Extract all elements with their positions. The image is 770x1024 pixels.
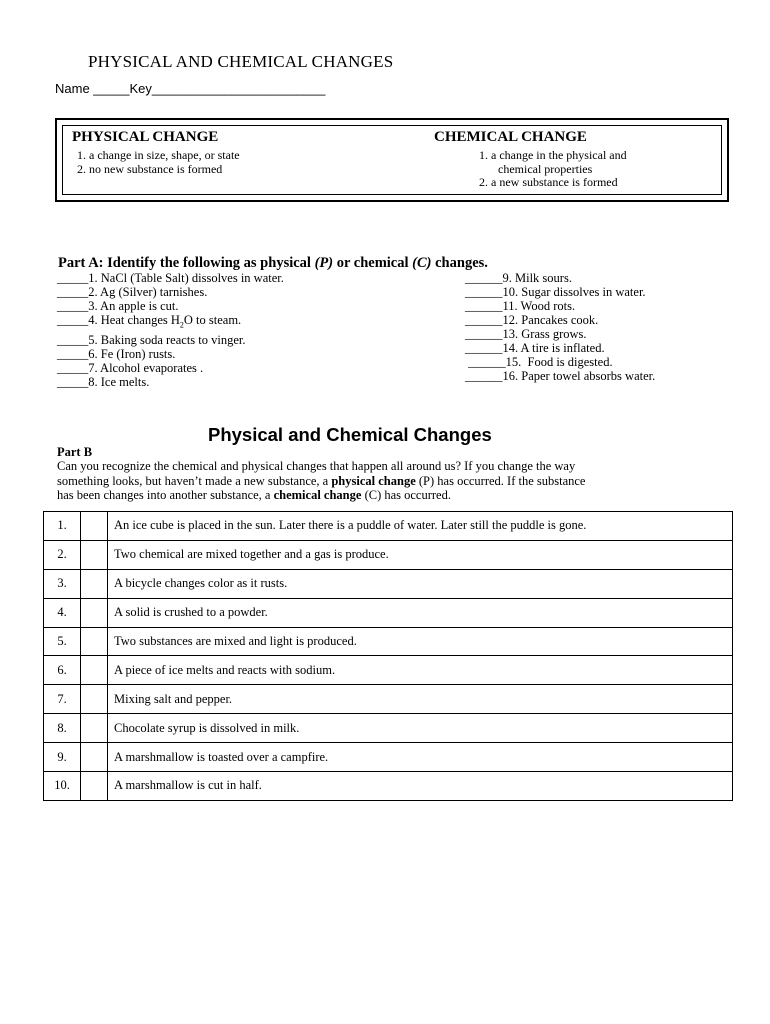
answer-cell[interactable]	[81, 569, 108, 598]
definitions-box	[55, 118, 729, 202]
chemical-change-list	[479, 149, 627, 190]
part-b-table	[43, 511, 733, 801]
chemical-change-item-continued: chemical properties	[498, 161, 593, 176]
chemical-change-item: 2. a new substance is formed	[479, 175, 618, 189]
answer-cell[interactable]	[81, 714, 108, 743]
part-b-label: Part B	[57, 445, 93, 459]
part-a-item[interactable]: _____4. Heat changes $H_2O$ to steam.	[57, 313, 242, 330]
row-statement: Mixing salt and pepper.	[108, 685, 733, 714]
row-number: 3.	[44, 569, 81, 598]
part-a-left-column	[57, 271, 284, 389]
table-row	[44, 540, 733, 569]
physical-change-item: 1. a change in size, shape, or state	[77, 148, 240, 162]
table-row	[44, 685, 733, 714]
chemical-change-item: 1. a change in the physical and	[479, 148, 627, 162]
table-row	[44, 627, 733, 656]
row-number: 9.	[44, 743, 81, 772]
part-a-item[interactable]: ______12. Pancakes cook.	[465, 313, 599, 327]
part-a-item[interactable]: ______16. Paper towel absorbs water.	[465, 369, 656, 383]
row-number: 4.	[44, 598, 81, 627]
row-number: 7.	[44, 685, 81, 714]
table-row	[44, 772, 733, 801]
row-statement: A marshmallow is cut in half.	[108, 772, 733, 801]
page-title: PHYSICAL AND CHEMICAL CHANGES	[88, 52, 394, 71]
answer-cell[interactable]	[81, 685, 108, 714]
part-a-item[interactable]: _____8. Ice melts.	[57, 374, 150, 389]
answer-cell[interactable]	[81, 772, 108, 801]
answer-cell[interactable]	[81, 743, 108, 772]
row-statement: Two substances are mixed and light is produced.	[108, 627, 733, 656]
row-statement: Chocolate syrup is dissolved in milk.	[108, 714, 733, 743]
definitions-box-inner	[62, 125, 722, 195]
part-a-item[interactable]: _____3. An apple is cut.	[57, 299, 179, 313]
table-row	[44, 656, 733, 685]
part-a-item[interactable]: _____5. Baking soda reacts to vinger.	[57, 332, 246, 347]
part-b-title: Physical and Chemical Changes	[208, 424, 492, 445]
table-row	[44, 743, 733, 772]
table-row	[44, 714, 733, 743]
part-a-item[interactable]: _____1. NaCl (Table Salt) dissolves in water.	[57, 271, 284, 285]
part-a-item[interactable]: ______15. Food is digested.	[465, 355, 613, 369]
row-statement: An ice cube is placed in the sun. Later there is a puddle of water. Later still the puddle is gone.	[108, 512, 733, 541]
part-a-item[interactable]: ______14. A tire is inflated.	[465, 341, 605, 355]
part-a-item[interactable]: ______10. Sugar dissolves in water.	[465, 285, 646, 299]
answer-cell[interactable]	[81, 627, 108, 656]
chemical-change-heading: CHEMICAL CHANGE	[434, 129, 587, 145]
answer-cell[interactable]	[81, 512, 108, 541]
row-number: 2.	[44, 540, 81, 569]
row-number: 1.	[44, 512, 81, 541]
part-b-intro-line: Can you recognize the chemical and physical changes that happen all around us? If you change the way	[57, 459, 576, 473]
part-a-item[interactable]: _____7. Alcohol evaporates .	[57, 360, 204, 375]
part-a-heading: Part A: Identify the following as physical (P) or chemical (C) changes.	[58, 255, 488, 271]
physical-change-heading: PHYSICAL CHANGE	[72, 129, 219, 145]
row-statement: A bicycle changes color as it rusts.	[108, 569, 733, 598]
answer-cell[interactable]	[81, 540, 108, 569]
physical-change-item: 2. no new substance is formed	[77, 161, 223, 176]
part-b-intro	[57, 459, 737, 503]
table-row	[44, 569, 733, 598]
part-a-item[interactable]: _____6. Fe (Iron) rusts.	[57, 346, 176, 361]
part-b-intro-line: has been changes into another substance, a chemical change (C) has occurred.	[57, 488, 451, 502]
part-a-item[interactable]: _____2. Ag (Silver) tarnishes.	[57, 285, 208, 299]
part-b-intro-line: something looks, but haven’t made a new substance, a physical change (P) has occurred. If the substance	[57, 473, 586, 488]
part-a-item[interactable]: ______13. Grass grows.	[465, 327, 587, 341]
row-statement: A solid is crushed to a powder.	[108, 598, 733, 627]
table-row	[44, 512, 733, 541]
name-field[interactable]: Name _____Key________________________	[55, 81, 326, 96]
physical-change-list	[77, 149, 240, 176]
row-number: 8.	[44, 714, 81, 743]
row-number: 10.	[44, 772, 81, 801]
part-a-right-column	[465, 271, 655, 383]
part-a-item[interactable]: ______9. Milk sours.	[465, 271, 572, 285]
answer-cell[interactable]	[81, 656, 108, 685]
row-number: 6.	[44, 656, 81, 685]
answer-cell[interactable]	[81, 598, 108, 627]
row-statement: Two chemical are mixed together and a gas is produce.	[108, 540, 733, 569]
row-statement: A piece of ice melts and reacts with sodium.	[108, 656, 733, 685]
row-statement: A marshmallow is toasted over a campfire.	[108, 743, 733, 772]
row-number: 5.	[44, 627, 81, 656]
table-row	[44, 598, 733, 627]
part-a-item[interactable]: ______11. Wood rots.	[465, 299, 576, 313]
